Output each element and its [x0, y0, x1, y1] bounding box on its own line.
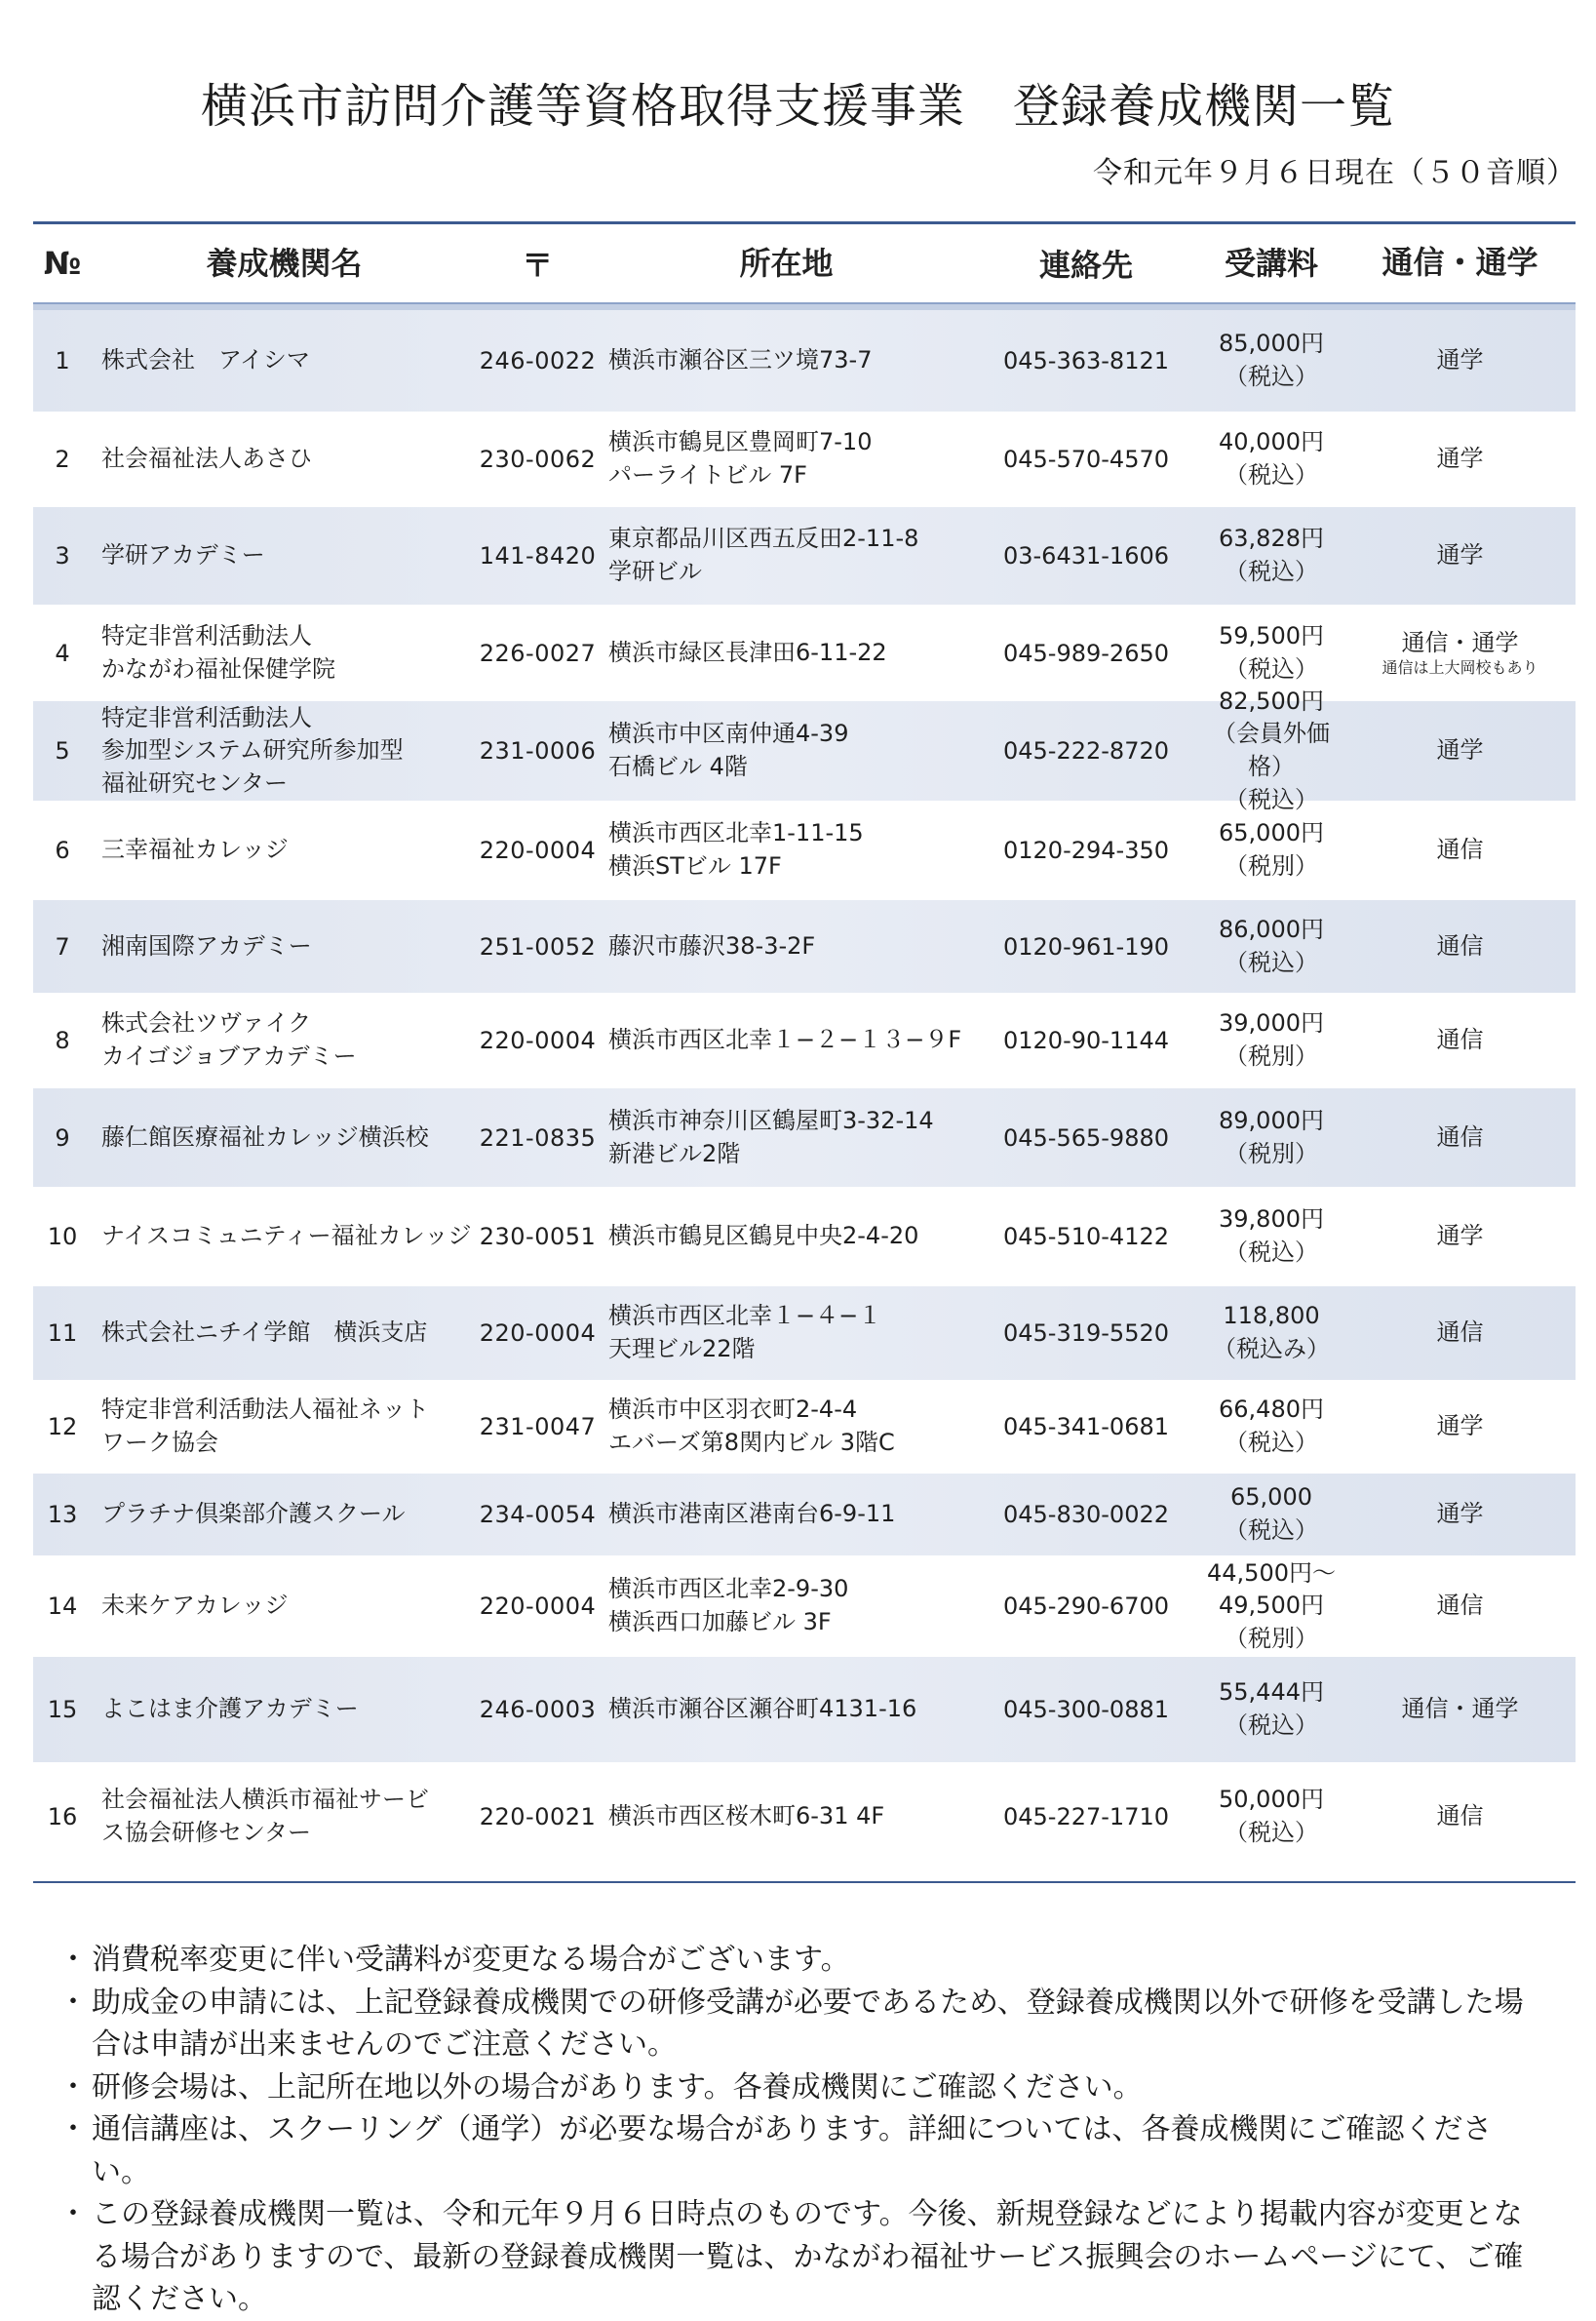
cell-type — [1344, 1801, 1576, 1831]
cell-type-label: 通信・通学 — [1401, 1695, 1519, 1723]
cell-address-line: 横浜市西区桜木町6-31 4F — [608, 1802, 885, 1830]
cell-fee-line: （税込） — [1225, 1819, 1318, 1846]
cell-name — [92, 1121, 477, 1155]
cell-zip: 231-0006 — [479, 737, 597, 765]
cell-no: 9 — [55, 1123, 70, 1152]
cell-no: 1 — [55, 347, 70, 374]
cell-address-line: パーライトビル 7F — [608, 461, 807, 489]
cell-fee-line: 118,800 — [1223, 1302, 1320, 1330]
cell-type — [1344, 1318, 1576, 1348]
note-item: ・ 消費税率変更に伴い受講料が変更なる場合がございます。 — [58, 1939, 1550, 1982]
cell-no: 7 — [55, 932, 70, 961]
table-row — [33, 1555, 1576, 1657]
cell-zip: 220-0004 — [479, 1319, 597, 1347]
cell-no: 3 — [55, 542, 70, 570]
cell-no: 13 — [47, 1501, 78, 1528]
cell-zip: 230-0062 — [479, 446, 597, 473]
table-row — [33, 1187, 1576, 1286]
cell-address — [599, 1300, 974, 1365]
table-row — [33, 1380, 1576, 1474]
header-contact: 連絡先 — [1038, 247, 1133, 284]
cell-no: 16 — [47, 1803, 78, 1830]
cell-zip: 231-0047 — [479, 1413, 597, 1440]
cell-name-line: 湘南国際アカデミー — [101, 931, 312, 960]
cell-name-line: 学研アカデミー — [101, 541, 265, 570]
cell-tel: 045-989-2650 — [1002, 639, 1169, 667]
cell-fee-line: （税込） — [1225, 1516, 1318, 1544]
cell-fee-line: （税別） — [1225, 1042, 1318, 1070]
cell-name-line: 参加型システム研究所参加型 — [101, 736, 404, 765]
cell-zip: 246-0003 — [479, 1696, 597, 1723]
cell-type — [1344, 540, 1576, 570]
cell-tel: 045-300-0881 — [1002, 1696, 1169, 1723]
table-row — [33, 412, 1576, 507]
header-zip: 〒 — [522, 247, 554, 284]
cell-fee — [1198, 914, 1344, 979]
cell-fee — [1198, 328, 1344, 393]
cell-address — [599, 817, 974, 883]
cell-name — [92, 930, 477, 964]
cell-name-line: 未来ケアカレッジ — [101, 1592, 289, 1620]
cell-no: 8 — [55, 1027, 70, 1054]
cell-fee-line: （税込） — [1225, 1239, 1318, 1266]
table-header-rule — [33, 302, 1576, 310]
cell-fee-line: 39,000円 — [1219, 1009, 1324, 1038]
cell-address-line: 横浜市西区北幸2-9-30 — [608, 1575, 849, 1603]
cell-zip: 246-0022 — [479, 347, 597, 374]
cell-zip: 251-0052 — [479, 932, 597, 961]
cell-address — [599, 930, 974, 964]
cell-fee-line: 66,480円 — [1219, 1396, 1324, 1424]
cell-address — [599, 1024, 974, 1057]
cell-fee — [1198, 523, 1344, 588]
cell-type-label: 通信・通学 — [1401, 628, 1519, 656]
cell-zip: 220-0021 — [479, 1803, 597, 1830]
cell-fee-line: （会員外価格） — [1213, 720, 1330, 780]
cell-address-line: 学研ビル — [608, 558, 702, 585]
cell-fee — [1198, 1676, 1344, 1742]
cell-fee — [1198, 1557, 1344, 1656]
cell-type-label: 通学 — [1436, 541, 1484, 570]
cell-type — [1344, 835, 1576, 865]
cell-type — [1344, 628, 1576, 679]
cell-fee-line: 59,500円 — [1219, 621, 1324, 649]
cell-name-line: よこはま介護アカデミー — [101, 1695, 359, 1723]
cell-name-line: 株式会社 アイシマ — [101, 346, 310, 374]
table-body — [33, 310, 1576, 1871]
cell-fee — [1198, 1784, 1344, 1849]
cell-type-label: 通学 — [1436, 346, 1484, 374]
cell-name-line: 特定非営利活動法人 — [101, 703, 312, 731]
cell-type-label: 通学 — [1436, 1222, 1484, 1250]
cell-name — [92, 1693, 477, 1726]
cell-address-line: 横浜STビル 17F — [608, 852, 782, 880]
cell-fee — [1198, 1394, 1344, 1459]
header-no: № — [43, 245, 82, 282]
cell-address-line: エバーズ第8関内ビル 3階C — [608, 1429, 895, 1456]
table-row — [33, 687, 1576, 813]
cell-fee-line: 85,000円 — [1219, 330, 1324, 358]
cell-fee-line: （税込） — [1225, 785, 1318, 813]
table-row — [33, 310, 1576, 412]
table-row — [33, 1286, 1576, 1380]
table-row — [33, 1088, 1576, 1187]
cell-no: 12 — [47, 1413, 78, 1440]
cell-fee — [1198, 426, 1344, 492]
cell-tel: 0120-961-190 — [1002, 932, 1169, 961]
cell-fee-line: 49,500円 — [1219, 1592, 1324, 1620]
cell-address — [599, 718, 974, 783]
cell-fee-line: （税込） — [1225, 1429, 1318, 1456]
cell-address-line: 横浜市西区北幸１−４−１ — [608, 1302, 882, 1330]
cell-name-line: かながわ福祉保健学院 — [101, 654, 335, 683]
cell-fee-line: （税込み） — [1213, 1335, 1330, 1362]
cell-name — [92, 702, 477, 801]
cell-address — [599, 1800, 974, 1833]
cell-no: 10 — [47, 1223, 78, 1250]
cell-address-line: 横浜市港南区港南台6-9-11 — [608, 1500, 896, 1528]
cell-tel: 045-290-6700 — [1002, 1593, 1169, 1620]
table-row — [33, 1474, 1576, 1555]
cell-fee-line: （税込） — [1225, 558, 1318, 585]
cell-tel: 045-227-1710 — [1002, 1803, 1169, 1830]
cell-name-line: 社会福祉法人あさひ — [101, 445, 312, 473]
table-row — [33, 1762, 1576, 1871]
cell-address-line: 横浜市西区北幸１−２−１３−９F — [608, 1026, 962, 1054]
table-bottom-rule — [33, 1881, 1576, 1883]
cell-name — [92, 1498, 477, 1531]
cell-type-label: 通学 — [1436, 1500, 1484, 1528]
institution-table — [33, 221, 1576, 1883]
cell-type-note: 通信は上大岡校もあり — [1382, 657, 1538, 677]
cell-no: 2 — [55, 446, 70, 473]
cell-type — [1344, 931, 1576, 962]
note-item: ・ 助成金の申請には、上記登録養成機関での研修受講が必要であるため、登録養成機関以外で研修を受講した場合は申請が出来ませんのでご注意ください。 — [58, 1982, 1550, 2066]
cell-no: 4 — [55, 639, 70, 667]
cell-name-line: ス協会研修センター — [101, 1819, 312, 1846]
cell-type — [1344, 444, 1576, 474]
cell-name-line: 藤仁館医療福祉カレッジ横浜校 — [101, 1122, 429, 1151]
cell-fee-line: 89,000円 — [1219, 1106, 1324, 1134]
cell-address — [599, 426, 974, 492]
cell-tel: 0120-90-1144 — [1002, 1027, 1169, 1054]
note-item: ・ 研修会場は、上記所在地以外の場合があります。各養成機関にご確認ください。 — [58, 2066, 1550, 2109]
cell-fee-line: （税別） — [1225, 852, 1318, 880]
cell-type — [1344, 1411, 1576, 1441]
cell-no: 11 — [47, 1319, 78, 1347]
cell-address-line: 東京都品川区西五反田2-11-8 — [608, 525, 919, 553]
cell-zip: 220-0004 — [479, 1593, 597, 1620]
cell-fee — [1198, 1105, 1344, 1170]
cell-address-line: 藤沢市藤沢38-3-2F — [608, 931, 816, 960]
cell-fee — [1198, 1203, 1344, 1269]
cell-fee — [1198, 620, 1344, 686]
cell-fee — [1198, 1007, 1344, 1073]
cell-address-line: 横浜市鶴見区豊岡町7-10 — [608, 428, 873, 456]
cell-address-line: 横浜市中区羽衣町2-4-4 — [608, 1396, 858, 1424]
table-row — [33, 1657, 1576, 1762]
cell-address-line: 天理ビル22階 — [608, 1335, 756, 1362]
header-address: 所在地 — [739, 244, 834, 282]
cell-fee-line: （税別） — [1225, 1139, 1318, 1167]
cell-fee-line: （税込） — [1225, 948, 1318, 976]
cell-tel: 045-341-0681 — [1002, 1413, 1169, 1440]
cell-name-line: プラチナ倶楽部介護スクール — [101, 1500, 406, 1528]
cell-fee-line: （税別） — [1225, 1624, 1318, 1652]
cell-address — [599, 1573, 974, 1638]
cell-type-label: 通信 — [1436, 1592, 1484, 1620]
cell-address — [599, 1220, 974, 1253]
header-fee: 受講料 — [1224, 244, 1318, 282]
cell-name — [92, 1317, 477, 1350]
cell-name-line: 株式会社ツヴァイク — [101, 1009, 312, 1038]
cell-name-line: 三幸福祉カレッジ — [101, 836, 289, 864]
cell-zip: 230-0051 — [479, 1223, 597, 1250]
cell-type-label: 通信 — [1436, 931, 1484, 960]
cell-fee-line: 65,000 — [1230, 1483, 1312, 1512]
header-name: 養成機関名 — [206, 244, 363, 282]
cell-type-label: 通学 — [1436, 736, 1484, 765]
cell-fee — [1198, 686, 1344, 816]
cell-name-line: 福祉研究センター — [101, 768, 289, 797]
cell-tel: 045-510-4122 — [1002, 1223, 1169, 1250]
cell-address — [599, 1105, 974, 1170]
cell-tel: 0120-294-350 — [1002, 837, 1169, 864]
cell-fee — [1198, 1481, 1344, 1547]
cell-no: 5 — [55, 737, 70, 765]
cell-name — [92, 1784, 477, 1849]
cell-name — [92, 1220, 477, 1253]
cell-type-label: 通信 — [1436, 1802, 1484, 1830]
cell-no: 15 — [47, 1696, 78, 1723]
cell-name-line: ナイスコミュニティー福祉カレッジ — [101, 1222, 472, 1250]
cell-zip: 226-0027 — [479, 639, 597, 667]
notes-list — [58, 1939, 1550, 2321]
cell-tel: 045-363-8121 — [1002, 347, 1169, 374]
cell-name-line: ワーク協会 — [101, 1429, 218, 1456]
header-type: 通信・通学 — [1382, 244, 1538, 282]
cell-zip: 220-0004 — [479, 837, 597, 864]
cell-address-line: 横浜市鶴見区鶴見中央2-4-20 — [608, 1222, 919, 1250]
table-row — [33, 507, 1576, 605]
cell-fee-line: 50,000円 — [1219, 1786, 1324, 1814]
cell-type — [1344, 735, 1576, 766]
cell-fee-line: （税込） — [1225, 363, 1318, 390]
cell-fee-line: 65,000円 — [1219, 819, 1324, 847]
cell-address — [599, 344, 974, 377]
cell-zip: 141-8420 — [479, 542, 597, 570]
cell-type-label: 通信 — [1436, 1318, 1484, 1347]
cell-fee-line: 55,444円 — [1219, 1678, 1324, 1707]
cell-address-line: 横浜市西区北幸1-11-15 — [608, 819, 864, 847]
cell-fee-line: 39,800円 — [1219, 1205, 1324, 1234]
table-row — [33, 993, 1576, 1088]
cell-type — [1344, 1122, 1576, 1153]
cell-fee-line: （税込） — [1225, 461, 1318, 489]
cell-fee-line: （税込） — [1225, 1711, 1318, 1739]
cell-type-label: 通学 — [1436, 445, 1484, 473]
cell-name — [92, 443, 477, 476]
cell-fee-line: 86,000円 — [1219, 915, 1324, 943]
cell-fee-line: 82,500円 — [1219, 687, 1324, 715]
cell-address — [599, 1693, 974, 1726]
cell-name — [92, 834, 477, 867]
cell-fee — [1198, 817, 1344, 883]
cell-address-line: 新港ビル2階 — [608, 1139, 741, 1167]
cell-address-line: 横浜西口加藤ビル 3F — [608, 1608, 832, 1635]
cell-tel: 045-565-9880 — [1002, 1123, 1169, 1152]
cell-fee-line: （税込） — [1225, 654, 1318, 683]
cell-name-line: 特定非営利活動法人福祉ネット — [101, 1396, 429, 1424]
cell-zip: 234-0054 — [479, 1501, 597, 1528]
cell-address — [599, 1498, 974, 1531]
cell-type-label: 通信 — [1436, 1026, 1484, 1054]
cell-type — [1344, 345, 1576, 375]
cell-name — [92, 344, 477, 377]
cell-address — [599, 637, 974, 670]
cell-name-line: 株式会社ニチイ学館 横浜支店 — [101, 1318, 428, 1347]
table-row — [33, 900, 1576, 993]
cell-tel: 045-319-5520 — [1002, 1319, 1169, 1347]
note-item: ・ この登録養成機関一覧は、令和元年９月６日時点のものです。今後、新規登録などにより掲載内容が変更となる場合がありますので、最新の登録養成機関一覧は、かながわ福祉サービス振興会のホームページにて、ご確認ください。 — [58, 2193, 1550, 2321]
cell-tel: 045-830-0022 — [1002, 1501, 1169, 1528]
cell-no: 6 — [55, 837, 70, 864]
cell-address-line: 横浜市中区南仲通4-39 — [608, 720, 849, 748]
cell-type — [1344, 1221, 1576, 1251]
cell-type — [1344, 1591, 1576, 1621]
cell-address — [599, 1394, 974, 1459]
as-of-date: 令和元年９月６日現在（５０音順） — [1093, 156, 1577, 190]
cell-zip: 220-0004 — [479, 1027, 597, 1054]
cell-name-line: カイゴジョブアカデミー — [101, 1042, 357, 1070]
cell-tel: 045-222-8720 — [1002, 737, 1169, 765]
cell-zip: 221-0835 — [479, 1123, 597, 1152]
cell-address-line: 石橋ビル 4階 — [608, 753, 748, 780]
table-header — [33, 224, 1576, 302]
cell-address-line: 横浜市瀬谷区三ツ境73-7 — [608, 346, 873, 374]
cell-name — [92, 1394, 477, 1459]
cell-name-line: 社会福祉法人横浜市福祉サービ — [101, 1786, 429, 1814]
cell-address-line: 横浜市緑区長津田6-11-22 — [608, 638, 887, 666]
cell-name-line: 特定非営利活動法人 — [101, 621, 312, 649]
cell-type-label: 通信 — [1436, 1122, 1484, 1151]
cell-type-label: 通学 — [1436, 1412, 1484, 1440]
cell-tel: 03-6431-1606 — [1002, 542, 1169, 570]
cell-name — [92, 539, 477, 572]
cell-fee-line: 44,500円〜 — [1207, 1558, 1336, 1587]
cell-type — [1344, 1499, 1576, 1529]
cell-address-line: 横浜市神奈川区鶴屋町3-32-14 — [608, 1106, 934, 1134]
cell-name — [92, 1590, 477, 1623]
cell-no: 14 — [47, 1593, 78, 1620]
cell-type — [1344, 1025, 1576, 1055]
page-title: 横浜市訪問介護等資格取得支援事業 登録養成機関一覧 — [200, 79, 1395, 134]
cell-tel: 045-570-4570 — [1002, 446, 1169, 473]
cell-type — [1344, 1694, 1576, 1724]
cell-name — [92, 620, 477, 686]
cell-fee-line: 40,000円 — [1219, 428, 1324, 456]
note-item: ・ 通信講座は、スクーリング（通学）が必要な場合があります。詳細については、各養成機関にご確認ください。 — [58, 2108, 1550, 2193]
cell-address — [599, 523, 974, 588]
cell-type-label: 通信 — [1436, 836, 1484, 864]
cell-fee — [1198, 1300, 1344, 1365]
cell-fee-line: 63,828円 — [1219, 525, 1324, 553]
cell-name — [92, 1007, 477, 1073]
cell-address-line: 横浜市瀬谷区瀬谷町4131-16 — [608, 1695, 917, 1723]
